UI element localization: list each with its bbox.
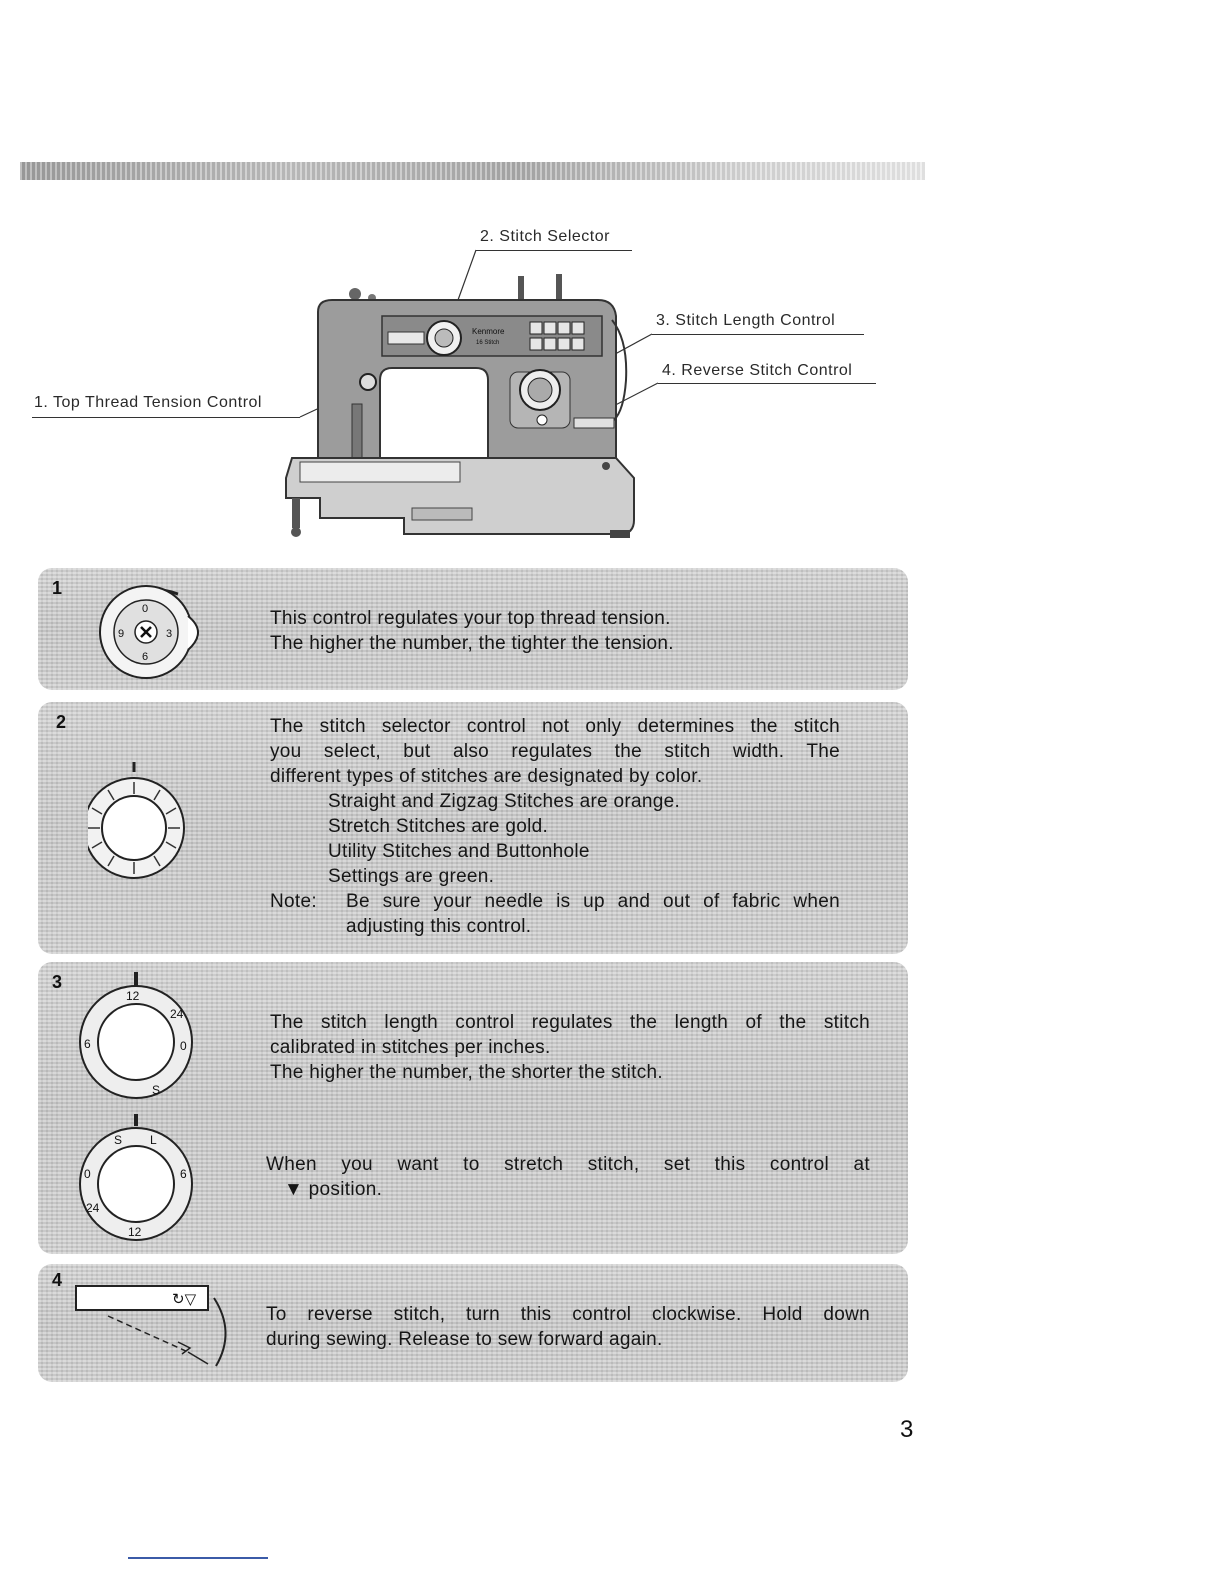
section-number: 2 (56, 712, 67, 732)
stretch-line: ▼ position. (284, 1179, 383, 1200)
color-line: Utility Stitches and Buttonhole (328, 841, 590, 862)
color-line: Straight and Zigzag Stitches are orange. (328, 791, 681, 812)
section-stitch-selector (38, 702, 908, 954)
stretch-stitch-dial-icon (74, 1112, 214, 1242)
footer-rule (128, 1557, 268, 1559)
svg-text:6: 6 (180, 1167, 187, 1181)
svg-text:S: S (114, 1133, 123, 1147)
selector-line: different types of stitches are designated by color. (270, 766, 703, 787)
selector-line: The stitch selector control not only determines the stitch (270, 716, 840, 737)
note (270, 889, 840, 939)
stitch-selector-text (270, 714, 840, 939)
note-line: adjusting this control. (346, 916, 532, 937)
svg-text:24: 24 (86, 1201, 100, 1215)
svg-text:3: 3 (166, 628, 173, 640)
svg-text:9: 9 (118, 628, 125, 640)
sewing-machine-illustration (0, 0, 1224, 560)
stitch-length-dial-icon (74, 970, 214, 1100)
tension-line: The higher the number, the tighter the tension. (270, 633, 674, 654)
tension-text (270, 606, 870, 656)
length-line: The higher the number, the shorter the stitch. (270, 1062, 663, 1083)
note-label: Note: (270, 891, 317, 912)
svg-text:12: 12 (128, 1225, 142, 1239)
svg-text:↻▽: ↻▽ (172, 1291, 197, 1308)
length-line: calibrated in stitches per inches. (270, 1037, 551, 1058)
stitch-selector-dial-icon (88, 762, 208, 892)
svg-text:6: 6 (84, 1037, 91, 1051)
svg-text:0: 0 (180, 1039, 187, 1053)
section-number: 4 (52, 1270, 63, 1290)
machine-subbrand: 16 Stitch (476, 340, 500, 346)
callout-top-tension: 1. Top Thread Tension Control (34, 394, 262, 411)
svg-text:L: L (150, 1133, 157, 1147)
tension-line: This control regulates your top thread tension. (270, 608, 671, 629)
callout-reverse-stitch: 4. Reverse Stitch Control (662, 362, 853, 379)
reverse-line: To reverse stitch, turn this control clockwise. Hold down (266, 1304, 870, 1325)
tension-dial-icon (78, 576, 218, 686)
color-line: Settings are green. (328, 866, 495, 887)
svg-text:12: 12 (126, 989, 140, 1003)
machine-brand: Kenmore (472, 327, 505, 336)
stitch-length-text (270, 1010, 870, 1085)
svg-text:0: 0 (142, 603, 149, 615)
callout-stitch-length: 3. Stitch Length Control (656, 312, 836, 329)
reverse-line: during sewing. Release to sew forward again. (266, 1329, 663, 1350)
length-line: The stitch length control regulates the length of the stitch (270, 1012, 870, 1033)
section-reverse-stitch (38, 1264, 908, 1382)
section-top-tension (38, 568, 908, 690)
section-stitch-length (38, 962, 908, 1254)
page-number: 3 (900, 1416, 914, 1443)
reverse-text (266, 1302, 870, 1352)
svg-text:6: 6 (142, 651, 149, 663)
svg-text:S: S (152, 1083, 161, 1097)
stretch-line: When you want to stretch stitch, set this control at (266, 1154, 870, 1175)
callout-stitch-selector: 2. Stitch Selector (480, 228, 610, 245)
note-line: Be sure your needle is up and out of fabric when (346, 891, 840, 912)
section-number: 3 (52, 972, 63, 992)
color-line: Stretch Stitches are gold. (328, 816, 549, 837)
reverse-lever-icon (68, 1282, 248, 1372)
svg-text:24: 24 (170, 1007, 184, 1021)
stretch-stitch-text (266, 1152, 870, 1202)
selector-line: you select, but also regulates the stitch width. The (270, 741, 840, 762)
svg-text:0: 0 (84, 1167, 91, 1181)
section-number: 1 (52, 578, 63, 598)
